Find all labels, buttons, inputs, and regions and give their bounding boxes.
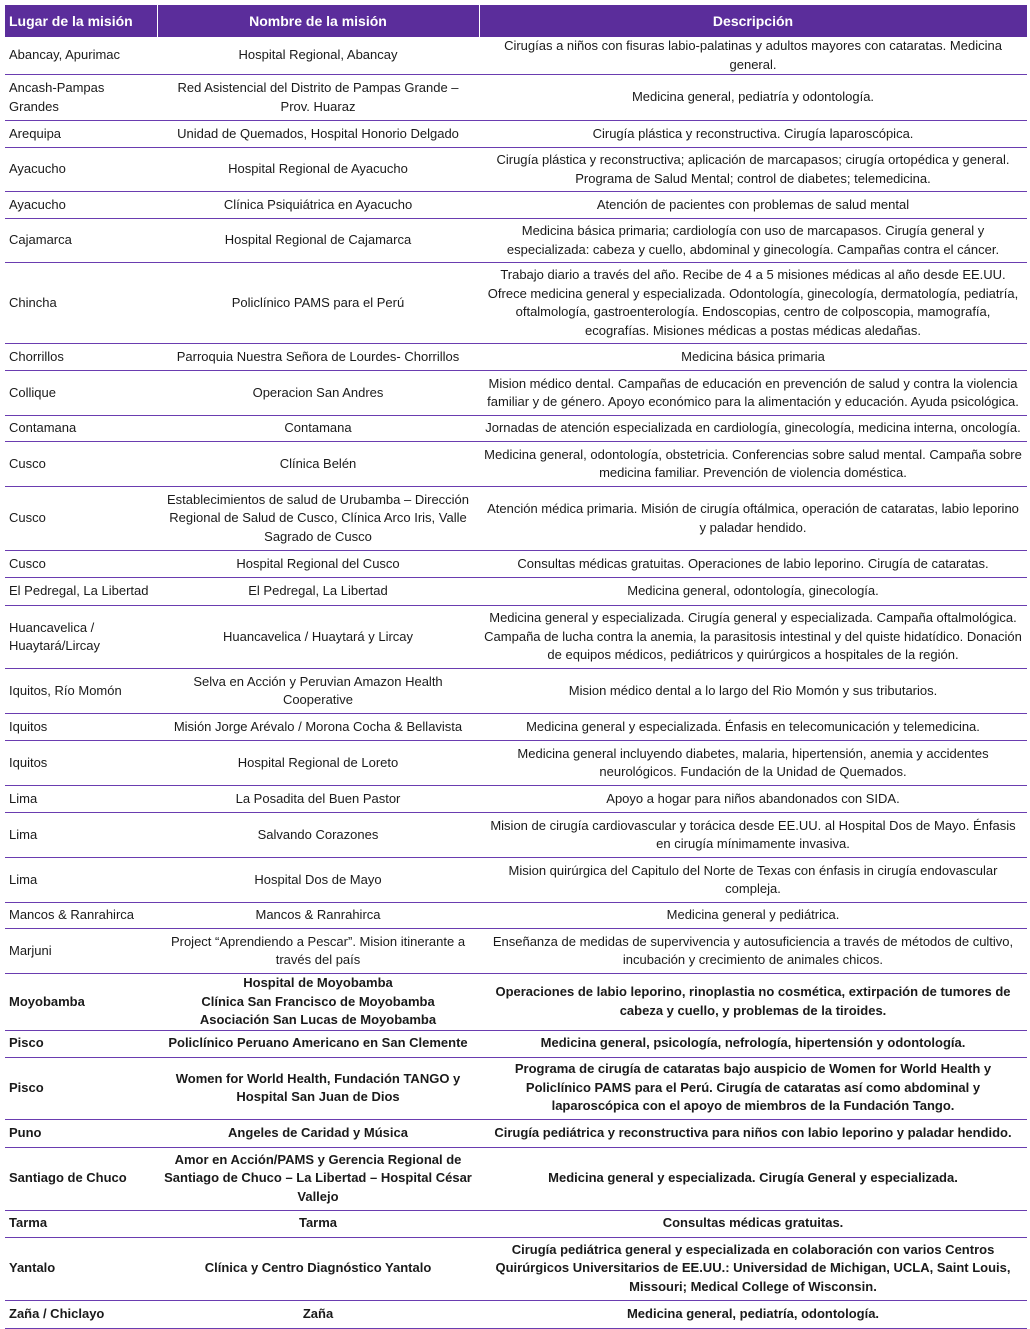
description-cell: Enseñanza de medidas de supervivencia y autosuficiencia a través de métodos de cultivo, incubación y crecimiento de animales chicos. [479, 929, 1027, 974]
description-cell: Operaciones de labio leporino, rinoplastia no cosmética, extirpación de tumores de cabeza y cuello, y problemas de la tiroides. [479, 974, 1027, 1031]
mission-name-cell: Project “Aprendiendo a Pescar”. Mision itinerante a través del país [157, 929, 479, 974]
table-header [5, 5, 1027, 37]
description-cell: Atención de pacientes con problemas de salud mental [479, 192, 1027, 219]
mission-name-cell: Parroquia Nuestra Señora de Lourdes- Chorrillos [157, 344, 479, 371]
description-cell: Medicina general, psicología, nefrología, hipertensión y odontología. [479, 1030, 1027, 1057]
description-cell: Jornadas de atención especializada en cardiología, ginecología, medicina interna, oncología. [479, 416, 1027, 442]
table-row [5, 669, 1027, 714]
table-row [5, 1237, 1027, 1300]
mission-name-cell: Establecimientos de salud de Urubamba – Dirección Regional de Salud de Cusco, Clínica Arco Iris, Valle Sagrado de Cusco [157, 487, 479, 551]
description-cell: Medicina general y especializada. Énfasis en telecomunicación y telemedicina. [479, 714, 1027, 741]
table-row [5, 192, 1027, 219]
mission-location-cell: Zaña / Chiclayo [5, 1300, 157, 1328]
mission-name-cell: Hospital de Moyobamba Clínica San Francisco de Moyobamba Asociación San Lucas de Moyobamba [157, 974, 479, 1031]
header-mission-location: Lugar de la misión [5, 5, 157, 37]
mission-location-cell: Mancos & Ranrahirca [5, 903, 157, 929]
mission-name-cell: Huancavelica / Huaytará y Lircay [157, 606, 479, 669]
mission-name-cell: Angeles de Caridad y Música [157, 1119, 479, 1147]
description-cell: Medicina general y pediátrica. [479, 903, 1027, 929]
table-row [5, 551, 1027, 578]
mission-location-cell: Arequipa [5, 121, 157, 148]
table-row [5, 1119, 1027, 1147]
mission-name-cell: Policlínico PAMS para el Perú [157, 263, 479, 344]
table-row [5, 263, 1027, 344]
mission-location-cell: Cajamarca [5, 219, 157, 263]
table-row [5, 148, 1027, 192]
table-row [5, 606, 1027, 669]
mission-location-cell: Ancash-Pampas Grandes [5, 75, 157, 121]
mission-location-cell: Cusco [5, 442, 157, 487]
description-cell: Mision quirúrgica del Capitulo del Norte de Texas con énfasis in cirugía endovascular compleja. [479, 858, 1027, 903]
mission-location-cell: Chincha [5, 263, 157, 344]
table-row [5, 929, 1027, 974]
mission-location-cell: Cusco [5, 487, 157, 551]
mission-location-cell: Iquitos [5, 741, 157, 786]
description-cell: Atención médica primaria. Misión de cirugía oftálmica, operación de cataratas, labio leporino y paladar hendido. [479, 487, 1027, 551]
header-mission-name: Nombre de la misión [157, 5, 479, 37]
mission-name-cell: Mancos & Ranrahirca [157, 903, 479, 929]
description-cell: Medicina básica primaria; cardiología con uso de marcapasos. Cirugía general y especializada: cabeza y cuello, abdominal y ginecología. Campañas contra el cáncer. [479, 219, 1027, 263]
mission-name-cell: El Pedregal, La Libertad [157, 578, 479, 606]
mission-location-cell: Lima [5, 786, 157, 813]
mission-name-cell: Salvando Corazones [157, 813, 479, 858]
description-cell: Medicina general y especializada. Cirugía general y especializada. Campaña oftalmológica. Campaña de lucha contra la anemia, la parasitosis intestinal y del quiste hidatídico. Donación de equipos médicos, pediátricos y quirúrgicos a hospitales de la región. [479, 606, 1027, 669]
description-cell: Cirugía pediátrica y reconstructiva para niños con labio leporino y paladar hendido. [479, 1119, 1027, 1147]
mission-name-cell: Clínica y Centro Diagnóstico Yantalo [157, 1237, 479, 1300]
mission-name-cell: Unidad de Quemados, Hospital Honorio Delgado [157, 121, 479, 148]
mission-location-cell: Tarma [5, 1210, 157, 1237]
description-cell: Medicina general, odontología, ginecología. [479, 578, 1027, 606]
table-row [5, 1057, 1027, 1119]
mission-location-cell: Lima [5, 813, 157, 858]
mission-location-cell: Santiago de Chuco [5, 1147, 157, 1210]
mission-location-cell: Marjuni [5, 929, 157, 974]
table-row [5, 1147, 1027, 1210]
mission-name-cell: Operacion San Andres [157, 371, 479, 416]
mission-location-cell: Chorrillos [5, 344, 157, 371]
description-cell: Cirugía plástica y reconstructiva. Cirugía laparoscópica. [479, 121, 1027, 148]
mission-name-cell: Clínica Psiquiátrica en Ayacucho [157, 192, 479, 219]
description-cell: Medicina general incluyendo diabetes, malaria, hipertensión, anemia y accidentes neurológicos. Fundación de la Unidad de Quemados. [479, 741, 1027, 786]
mission-name-cell: Hospital Dos de Mayo [157, 858, 479, 903]
mission-name-cell: Amor en Acción/PAMS y Gerencia Regional de Santiago de Chuco – La Libertad – Hospital César Vallejo [157, 1147, 479, 1210]
table-row [5, 741, 1027, 786]
description-cell: Medicina general, pediatría, odontología. [479, 1300, 1027, 1328]
mission-location-cell: Iquitos [5, 714, 157, 741]
description-cell: Trabajo diario a través del año. Recibe de 4 a 5 misiones médicas al año desde EE.UU. Ofrece medicina general y especializada. Odontología, ginecología, dermatología, pediatría, oftalmología, gastroenterología. Endoscopias, centro de colposcopia, mamografía, ecografías. Misiones médicas a postas médicas aledañas. [479, 263, 1027, 344]
description-cell: Medicina general, odontología, obstetricia. Conferencias sobre salud mental. Campaña sobre medicina familiar. Prevención de violencia doméstica. [479, 442, 1027, 487]
description-cell: Apoyo a hogar para niños abandonados con SIDA. [479, 786, 1027, 813]
mission-location-cell: Iquitos, Río Momón [5, 669, 157, 714]
mission-name-cell: Hospital Regional de Ayacucho [157, 148, 479, 192]
table-row [5, 1030, 1027, 1057]
mission-name-cell: Red Asistencial del Distrito de Pampas Grande – Prov. Huaraz [157, 75, 479, 121]
table-row [5, 714, 1027, 741]
table-row [5, 786, 1027, 813]
description-cell: Mision de cirugía cardiovascular y torácica desde EE.UU. al Hospital Dos de Mayo. Énfasis en cirugía mínimamente invasiva. [479, 813, 1027, 858]
table-row [5, 974, 1027, 1031]
description-cell: Medicina general, pediatría y odontología. [479, 75, 1027, 121]
table-row [5, 442, 1027, 487]
mission-location-cell: Pisco [5, 1057, 157, 1119]
mission-name-cell: Women for World Health, Fundación TANGO y Hospital San Juan de Dios [157, 1057, 479, 1119]
description-cell: Cirugía plástica y reconstructiva; aplicación de marcapasos; cirugía ortopédica y general. Programa de Salud Mental; control de diabetes; telemedicina. [479, 148, 1027, 192]
table-row [5, 858, 1027, 903]
mission-location-cell: Yantalo [5, 1237, 157, 1300]
table-row [5, 903, 1027, 929]
mission-name-cell: Hospital Regional de Loreto [157, 741, 479, 786]
description-cell: Mision médico dental. Campañas de educación en prevención de salud y contra la violencia familiar y de género. Apoyo económico para la alimentación y educación. Ayuda psicológica. [479, 371, 1027, 416]
mission-name-cell: Hospital Regional de Cajamarca [157, 219, 479, 263]
table-row [5, 487, 1027, 551]
table-row [5, 121, 1027, 148]
table-row [5, 416, 1027, 442]
description-cell: Consultas médicas gratuitas. [479, 1210, 1027, 1237]
mission-location-cell: Collique [5, 371, 157, 416]
mission-location-cell: Abancay, Apurimac [5, 37, 157, 75]
mission-name-cell: Zaña [157, 1300, 479, 1328]
table-row [5, 37, 1027, 75]
mission-location-cell: Ayacucho [5, 192, 157, 219]
mission-location-cell: Ayacucho [5, 148, 157, 192]
header-row [5, 5, 1027, 37]
description-cell: Cirugía pediátrica general y especializada en colaboración con varios Centros Quirúrgicos Universitarios de EE.UU.: Universidad de Michigan, UCLA, Saint Louis, Missouri; Medical College of Wisconsin. [479, 1237, 1027, 1300]
mission-name-cell: Policlínico Peruano Americano en San Clemente [157, 1030, 479, 1057]
mission-location-cell: Huancavelica / Huaytará/Lircay [5, 606, 157, 669]
mission-name-cell: Hospital Regional del Cusco [157, 551, 479, 578]
table-row [5, 344, 1027, 371]
header-description: Descripción [479, 5, 1027, 37]
mission-location-cell: Lima [5, 858, 157, 903]
mission-location-cell: Puno [5, 1119, 157, 1147]
mission-name-cell: Contamana [157, 416, 479, 442]
missions-table-container [5, 5, 1027, 1329]
mission-location-cell: Cusco [5, 551, 157, 578]
mission-name-cell: Tarma [157, 1210, 479, 1237]
table-row [5, 75, 1027, 121]
table-row [5, 371, 1027, 416]
table-body [5, 37, 1027, 1328]
description-cell: Medicina general y especializada. Cirugía General y especializada. [479, 1147, 1027, 1210]
mission-name-cell: Hospital Regional, Abancay [157, 37, 479, 75]
table-row [5, 578, 1027, 606]
mission-location-cell: Moyobamba [5, 974, 157, 1031]
mission-name-cell: Selva en Acción y Peruvian Amazon Health Cooperative [157, 669, 479, 714]
missions-table [5, 5, 1028, 1329]
mission-name-cell: La Posadita del Buen Pastor [157, 786, 479, 813]
description-cell: Programa de cirugía de cataratas bajo auspicio de Women for World Health y Policlínico PAMS para el Perú. Cirugía de cataratas así como abdominal y laparoscópica con el apoyo de miembros de la Fundación Tango. [479, 1057, 1027, 1119]
table-row [5, 1210, 1027, 1237]
mission-location-cell: El Pedregal, La Libertad [5, 578, 157, 606]
table-row [5, 219, 1027, 263]
description-cell: Cirugías a niños con fisuras labio-palatinas y adultos mayores con cataratas. Medicina general. [479, 37, 1027, 75]
mission-location-cell: Pisco [5, 1030, 157, 1057]
table-row [5, 813, 1027, 858]
mission-location-cell: Contamana [5, 416, 157, 442]
mission-name-cell: Clínica Belén [157, 442, 479, 487]
table-row [5, 1300, 1027, 1328]
description-cell: Mision médico dental a lo largo del Rio Momón y sus tributarios. [479, 669, 1027, 714]
description-cell: Consultas médicas gratuitas. Operaciones de labio leporino. Cirugía de cataratas. [479, 551, 1027, 578]
description-cell: Medicina básica primaria [479, 344, 1027, 371]
mission-name-cell: Misión Jorge Arévalo / Morona Cocha & Bellavista [157, 714, 479, 741]
